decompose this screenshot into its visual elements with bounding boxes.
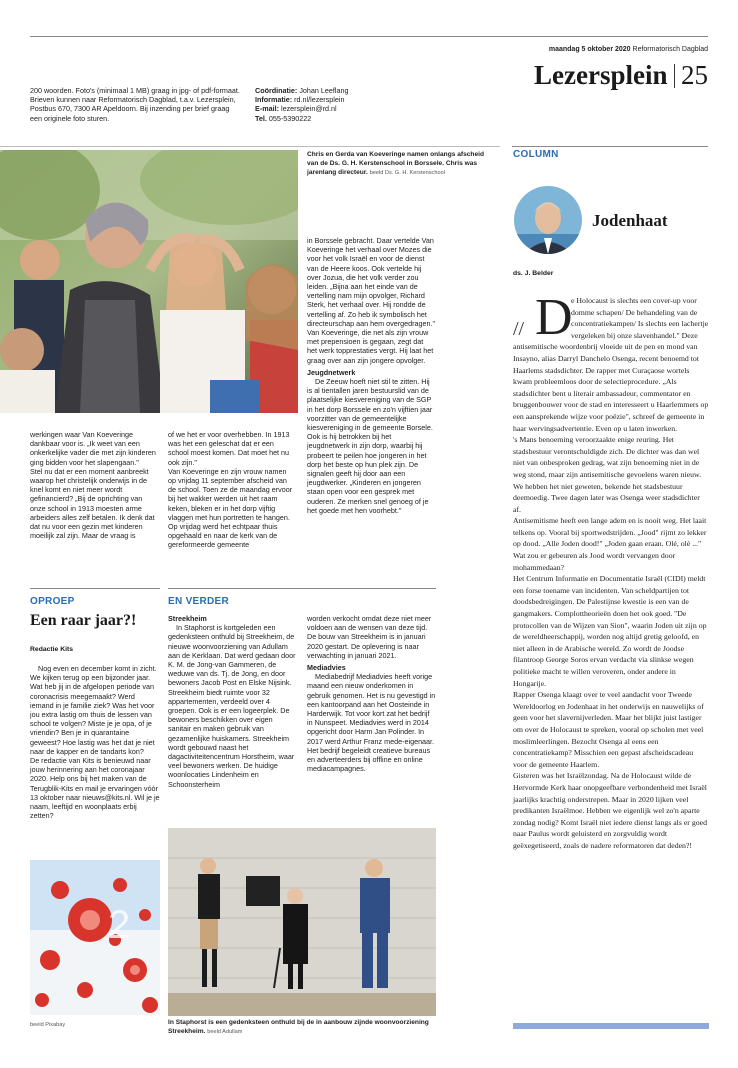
jeugdnetwerk-subhead: Jeugdnetwerk xyxy=(307,367,356,377)
page-masthead xyxy=(534,58,708,92)
oproep-byline: Redactie Kits xyxy=(30,646,74,653)
streekheim-text-a: In Staphorst is kortgeleden een gedenksteen onthuld bij Streekheim, de nieuwe woonvoorziening van Adullam aan de Kerklaan. Dat werd gedaan door K. M. de Jong-van Gammeren, de weduwe van ds. Tj. de Jong, en door bewoners Jacob Post en Elske Nijsink. Streekheim biedt ruimte voor 32 appartementen, verdeeld over 4 groepen. Ook is er een logeerplek. De bewoners beschikken over eigen sanitair en maken gebruik van gezamenlijke huiskamers. Streekheim wordt gebouwd naast het dagactiviteitencentrum Horstheim, waar veel bewoners werken. De huidige woonlocaties Lindenheim en Schoonsterheim xyxy=(168,623,296,789)
oproep-body-text: Nog even en december komt in zicht. We kijken terug op een bijzonder jaar. Wat heb jij in de afgelopen periode van coronacrisis meegemaakt? Werd iemand in je familie ziek? Was het voor jou extra lastig om thuis de lessen van school te volgen? Miste je je opa, of je vriendin? Ben je in quarantaine geweest? Hoe lastig was het dat je niet naar de kapper en de tandarts kon? De redactie van Kits is benieuwd naar jouw herinnering aan het coronajaar 2020. Help ons bij het maken van de Terugblik-Kits en mail je ervaringen vóór 13 oktober naar nieuws@kits.nl. Wil je je naam, leeftijd en woonplaats erbij zetten? xyxy=(30,664,160,821)
issue-date: maandag 5 oktober 2020 xyxy=(548,46,631,53)
column-body xyxy=(513,289,709,852)
farewell-photo xyxy=(0,150,298,413)
streekheim-caption-text: In Staphorst is een gedenksteen onthuld bij de in aanbouw zijnde woonvoorziening Streekheim. xyxy=(168,1019,429,1035)
masthead-divider xyxy=(674,64,676,88)
farewell-col3b-text: De Zeeuw hoeft niet stil te zitten. Hij is al tientallen jaren bestuurslid van de plaatselijke kiesvereniging van de SGP in het dorp Borssele en zo'n vijftien jaar voorzitter van de gemeentelijke kiesvereniging in de gemeente Borsele. Ook is hij betrokken bij het jeugdnetwerk in zijn dorp, waarbij hij probeert te peilen hoe jongeren in het dorp het beste op hun plek zijn. De signalen geeft hij door aan een jeugdwerker. „Kinderen en jongeren staan open voor een gesprek met ouderen. Ze merken snel genoeg of je het goede met hen voorhebt." xyxy=(307,377,433,515)
farewell-caption xyxy=(307,150,487,178)
oproep-body xyxy=(30,664,160,820)
column-body-text: 's Mans benoeming veroorzaakte enige reuring. Het stadsbestuur verontschuldigde zich. De dichter was dan wel niet van onbesproken gedrag, wat zijn benoeming niet in de weg stond, maar zijn antisemitische gevoelens waren nieuw. We hebben het niet geweten, bekende het stadsbestuur deemoedig. Twee dagen later was Osenga weer stadsdichter af. Antisemitisme heeft een lange adem en is nooit weg. Het laait telkens op. Vooral bij sportwedstrijden. „Jood" rijmt zo lekker op dood. „Alle Joden dood!" „Joden gaan eraan. Olé, olé ..." Wat zou er gebeuren als Jood wordt vervangen door mohammedaan? Het Centrum Informatie en Documentatie Israël (CIDI) meldt een forse toename van incidenten. Van scheldpartijen tot doodsbedreigingen. De Palestijnse kwestie is een van de gangmakers. Complottheorieën doen het ook goed. "De protocollen van de Wijzen van Sion", waarin Joden uit zijn op de wereldheerschappij, worden nog altijd gretig geloofd, en niet alleen in de Arabische wereld. Zo wordt de Joodse filantroop George Soros ervan verdacht via slinkse wegen politieke macht te willen veroveren, onder andere in Hongarije. Rapper Osenga klaagt over te veel aandacht voor Tweede Wereldoorlog en Jodenhaat in het onderwijs en nauwelijks of geen voor het slavernijverleden. Maar het blijkt juist lastiger om over de Holocaust te spreken, vooral op scholen met veel moslimleerlingen. Bezocht Osenga al eens een concentratiekamp? Misschien een gepast afscheidscadeau voor de gemeente Haarlem. Gisteren was het Israëlzondag. Na de Holocaust wilde de Hervormde Kerk haar onopgeefbare verbondenheid met Israël jaarlijks krachtig onderstrepen. Maar in 2020 lijken veel predikanten Israëlmoe. Hebben we eigenlijk wel zo'n aparte zondag nodig? Komt Israël niet iedere dienst langs als er goed naar Paulus wordt geluisterd en zorgvuldig wordt geëxegetiseerd, zoals de nadere reformatoren dat deden?! xyxy=(513,435,707,850)
farewell-caption-credit: beeld Ds. G. H. Kerstenschool xyxy=(369,170,445,176)
paper-name: Reformatorisch Dagblad xyxy=(632,46,708,53)
dateline xyxy=(549,46,708,53)
verder-column-2 xyxy=(307,614,436,773)
farewell-col3-text: in Borssele gebracht. Daar vertelde Van Koeveringe het verhaal over Mozes die voor het volk Israël en voor de dienst van de Heere koos. Ook vertelde hij over Jozua, die het volk verder zou leiden. „Bijna aan het einde van de vertelling nam mijn opvolger, Richard Sterk, het verhaal over. Hij rondde de vertelling af. Zo heb ik symbolisch het directeurschap aan hem overgedragen." Van Koeveringe, die net als zijn vrouw met prepensioen is gegaan, zegt dat het werk topprestaties vergt. Hij laat het graag over aan zijn jongere opvolger. xyxy=(307,236,436,365)
column-author: ds. J. Belder xyxy=(513,270,554,277)
tel-value: 055-5390222 xyxy=(268,113,312,123)
contact-info xyxy=(255,86,435,123)
column-dropcap: D xyxy=(535,289,573,346)
info-rule xyxy=(0,146,500,147)
column-slashes: // xyxy=(513,318,525,340)
oproep-tag: OPROEP xyxy=(30,596,75,607)
author-avatar xyxy=(514,186,582,254)
oproep-headline: Een raar jaar?! xyxy=(30,612,137,629)
column-lead: e Holocaust is slechts een cover-up voor domme schapen/ De behandeling van de concentratiekampen/ Is slechts een lachertje vergeleken bij onze slavenhandel." Deze antisemitische woordenbrij vloeide uit de pen en mond van Insayno, alias Darryl Danchelo Osenga, recent benoemd tot Haarlems stadsdichter. De rapper met Curaçaose wortels kwam probleemloos door de selectieprocedure. „Als stadsdichter bent u literair ambassadeur, commentator en bruggenbouwer voor de stad en interesseert u Haarlemmers op een aansprekende wijze voor poëzie", schreef de gemeente in haar wervingsadvertentie. Even op u laten inwerken. xyxy=(513,296,709,433)
email-link[interactable]: lezersplein@rd.nl xyxy=(280,104,337,114)
top-rule xyxy=(30,36,708,37)
column-tag: COLUMN xyxy=(513,149,559,160)
email-label: E-mail: xyxy=(255,104,279,114)
page-number: 25 xyxy=(681,60,708,90)
oproep-rule xyxy=(30,588,160,589)
virus-illustration xyxy=(30,860,160,1015)
streekheim-caption-credit: beeld Adullam xyxy=(207,1029,243,1035)
streekheim-caption xyxy=(168,1018,436,1037)
farewell-caption-text: Chris en Gerda van Koeveringe namen onlangs afscheid van de Ds. G. H. Kerstenschool in Borssele. Chris was jarenlang directeur. xyxy=(307,151,484,176)
mediadvies-text: Mediabedrijf Mediadvies heeft vorige maand een nieuw onderkomen in gebruik genomen. Het is nu gevestigd in een kantoorpand aan het Oosteinde in Harderwijk. Tot voor kort zat het bedrijf in Nunspeet. Mediadvies werd in 2014 opgericht door Harm Jan Polinder. In 2017 werd Arthur Franz mede-eigenaar. Het bedrijf begeleidt creatieve bureaus en adverteerders bij offline en online mediacampagnes. xyxy=(307,672,436,774)
mediadvies-subhead: Mediadvies xyxy=(307,663,346,673)
streekheim-text-b: worden verkocht omdat deze niet meer voldoen aan de wensen van deze tijd. De bouw van Streekheim is in januari 2020 gestart. De oplevering is naar verwachting in januari 2021. xyxy=(307,614,432,660)
streekheim-photo-image xyxy=(168,828,436,1016)
coordinatie-value: Johan Leeflang xyxy=(299,86,349,95)
farewell-column-1 xyxy=(30,430,158,540)
verder-column-1 xyxy=(168,614,296,789)
coordinatie-label: Coördinatie: xyxy=(255,86,298,95)
streekheim-subhead: Streekheim xyxy=(168,614,207,623)
informatie-label: Informatie: xyxy=(255,95,293,105)
verder-tag: EN VERDER xyxy=(168,596,230,607)
section-title: Lezersplein xyxy=(534,60,668,90)
column-accent-bar xyxy=(513,1023,709,1029)
submission-text: 200 woorden. Foto's (minimaal 1 MB) graag in jpg- of pdf-formaat. Brieven kunnen naar Reformatorisch Dagblad, t.a.v. Lezersplein, Postbus 670, 7300 AR Apeldoorn. Bij inzending per brief graag een originele foto sturen. xyxy=(30,86,240,123)
tel-label: Tel. xyxy=(255,113,267,123)
column-title: Jodenhaat xyxy=(592,211,668,230)
farewell-column-3 xyxy=(307,236,435,515)
informatie-link[interactable]: rd.nl/lezersplein xyxy=(294,95,345,105)
farewell-column-2 xyxy=(168,430,296,550)
svg-text:2: 2 xyxy=(108,903,131,947)
column-rule xyxy=(512,146,708,147)
streekheim-photo xyxy=(168,828,436,1016)
virus-image-credit: beeld Pixabay xyxy=(30,1022,66,1028)
verder-rule xyxy=(168,588,436,589)
submission-info xyxy=(30,86,242,123)
author-portrait xyxy=(514,186,582,254)
farewell-col1-text: werkingen waar Van Koeveringe dankbaar voor is. „Ik weet van een onkerkelijke vader die met zijn kinderen ging bidden voor het slapengaan." Stel nu dat er een moment aanbreekt waarop het christelijk onderwijs in de knel komt en niet meer wordt gefinancierd? „Bij de oprichting van onze school in 1913 moesten arme arbeiders alles zelf betalen. Ik denk dat dat nu voor een gezin met kinderen moeilijk zal zijn. Maar de vraag is xyxy=(30,430,156,541)
farewell-col2-text: of we het er voor overhebben. In 1913 was het een geleschat dat er een school moest komen. Dat moet het nu ook zijn." Van Koeveringe en zijn vrouw namen op vrijdag 11 september afscheid van de school. Toen ze de maandag ervoor bij het wakker werden uit het raam keken, bleken er in het dorp vijftig vlaggen met hun portretten te hangen. Op vrijdag werd het echtpaar thuis opgehaald en naar de kerk van de gereformeerde gemeente xyxy=(168,430,293,550)
farewell-photo-image xyxy=(0,150,298,413)
virus-image xyxy=(30,860,160,1015)
